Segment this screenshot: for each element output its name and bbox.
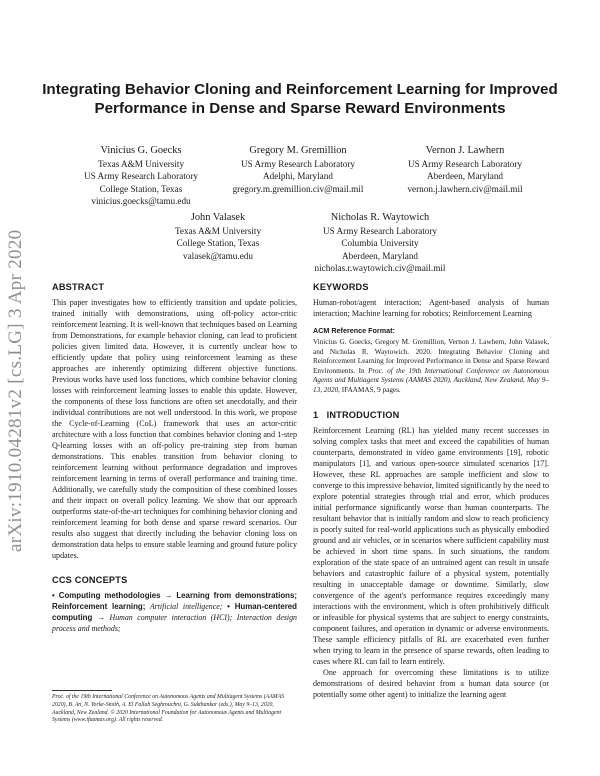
author-name: John Valasek: [190, 212, 246, 223]
author-block: [214, 144, 382, 195]
ccs-heading: CCS CONCEPTS: [52, 575, 128, 585]
ccs-subcategory: Artificial intelligence;: [145, 602, 223, 611]
author-affiliation: Columbia University: [341, 238, 419, 249]
author-affiliation: US Army Research Laboratory: [83, 171, 199, 182]
author-location: Aberdeen, Maryland: [426, 171, 504, 182]
ccs-category: • Computing methodologies → Learning from demonstrations; Reinforcement learning;: [52, 591, 297, 611]
introduction-paragraph: Reinforcement Learning (RL) has yielded many recent successes in solving complex tasks that meet and exceed the capabilities of human counterparts, demonstrated in video game environments [19], robotic manipulators [1], and various open-source simulated scenarios [17]. However, these RL approaches are sample inefficient and slow to converge to this impressive behavior, limited significantly by the need to explore potential strategies through trial and error, which produces initial performance significantly worse than human counterparts. The resultant behavior that is initially random and slow to reach proficiency is poorly suited for real-world applications such as physically embodied ground and air vehicles, or in scenarios where sufficient capability must be achieved in short time spans. In such situations, the random exploration of the state space of an untrained agent can result in unsafe behaviors and catastrophic failure of a physical system, potentially resulting in unacceptable damage or downtime. Similarly, slow convergence of the agent's performance requires exceedingly many interactions with the environment, which is often prohibitively difficult or infeasible for physical systems that are subject to energy constraints, component failures, and operation in dynamic or adverse environments. These sample efficiency pitfalls of RL are exacerbated even further when trying to learn in the presence of sparse rewards, often leading to cases where RL can fail to learn entirely.: [313, 425, 549, 666]
ccs-category: • Human-centered computing →: [52, 602, 297, 622]
left-column: [52, 282, 297, 634]
abstract-text: This paper investigates how to efficiently transition and update policies, trained initially with demonstrations, using off-policy actor-critic reinforcement learning. It is well-known that techniques based on Learning from Demonstrations, for example behavior cloning, can lead to proficient policies given limited data. However, it is currently unclear how to efficiently update that policy using reinforcement learning as these approaches are inherently optimizing different objective functions. Previous works have used loss functions, which combine behavior cloning losses with reinforcement learning losses to enable this update. However, the components of these loss functions are often set anecdotally, and their individual contributions are not well understood. In this work, we propose the Cycle-of-Learning (CoL) framework that uses an actor-critic architecture with a loss function that combines behavior cloning and 1-step Q-learning losses with an off-policy pre-training step from human demonstrations. This enables transition from behavior cloning to reinforcement learning without performance degradation and improves reinforcement learning in terms of overall performance and training time. Additionally, we carefully study the composition of these combined losses and their impact on overall policy learning. We show that our approach outperforms state-of-the-art techniques for combining behavior cloning and reinforcement learning for both dense and sparse reward scenarios. Our results also suggest that directly including the behavior cloning loss on demonstration data helps to ensure stable learning and ground future policy updates.: [52, 298, 297, 560]
ccs-subcategory: Human computer interaction (HCI); Interaction design process and methods;: [52, 613, 297, 633]
author-location: College Station, Texas: [176, 238, 260, 249]
abstract-heading: ABSTRACT: [52, 282, 105, 292]
author-email[interactable]: vernon.j.lawhern.civ@mail.mil: [407, 183, 523, 194]
author-location: College Station, Texas: [99, 183, 183, 194]
acm-reference-tail: IFAAMAS, 9 pages.: [339, 385, 401, 394]
author-email[interactable]: nicholas.r.waytowich.civ@mail.mil: [314, 262, 446, 273]
acm-reference-heading: ACM Reference Format:: [313, 326, 395, 335]
author-affiliation: Texas A&M University: [97, 159, 185, 169]
author-block: [300, 211, 460, 274]
acm-reference-venue: Proc. of the 19th International Conference on Autonomous Agents and Multiagent Systems (AAMAS 2020), Auckland, New Zealand, May 9–13, 2020,: [313, 366, 550, 394]
author-affiliation: US Army Research Laboratory: [322, 226, 438, 236]
author-email[interactable]: gregory.m.gremillion.civ@mail.mil: [232, 183, 364, 194]
right-column: [313, 282, 549, 700]
footnote: Proc. of the 19th International Conference on Autonomous Agents and Multiagent Systems (AAMAS 2020), B. An, N. Yorke-Smith, A. El Fallah Seghrouchni, G. Sukthankar (eds.), May 9–13, 2020, Auckland, New Zealand. © 2020 International Foundation for Autonomous Agents and Multiagent Systems (www.ifaamas.org). All rights reserved.: [52, 694, 285, 724]
author-affiliation: US Army Research Laboratory: [407, 159, 523, 169]
arxiv-identifier[interactable]: arXiv:1910.04281v2 [cs.LG] 3 Apr 2020: [5, 229, 26, 552]
author-email[interactable]: valasek@tamu.edu: [183, 250, 253, 261]
author-location: Aberdeen, Maryland: [341, 250, 419, 261]
keywords-heading: KEYWORDS: [313, 282, 369, 292]
footnote-divider: [52, 690, 112, 691]
author-affiliation: US Army Research Laboratory: [240, 159, 356, 169]
author-location: Adelphi, Maryland: [263, 171, 333, 182]
author-block: [385, 144, 545, 195]
acm-reference-text: [313, 338, 549, 396]
author-block: [66, 144, 216, 207]
author-name: Vinicius G. Goecks: [100, 145, 182, 156]
acm-reference-body: Vinicius G. Goecks, Gregory M. Gremillion, Vernon J. Lawhern, John Valasek, and Nicholas R. Waytowich. 2020. Integrating Behavior Cloning and Reinforcement Learning for Improved Performance in Dense and Sparse Reward Environments. In: [313, 338, 549, 375]
author-affiliation: Texas A&M University: [174, 226, 262, 236]
author-name: Vernon J. Lawhern: [425, 145, 505, 156]
author-email[interactable]: vinicius.goecks@tamu.edu: [91, 195, 191, 206]
ccs-concepts: [52, 590, 297, 634]
author-name: Gregory M. Gremillion: [249, 145, 347, 156]
introduction-paragraph: One approach for overcoming these limitations is to utilize demonstrations of desired behavior from a human data source (or potentially some other agent) to initialize the learning agent: [313, 667, 549, 699]
author-block: [158, 211, 278, 262]
author-name: Nicholas R. Waytowich: [330, 212, 430, 223]
introduction-heading: 1 INTRODUCTION: [313, 409, 400, 420]
paper-title: Integrating Behavior Cloning and Reinforcement Learning for Improved Performance in Dense and Sparse Reward Environments: [42, 81, 558, 117]
keywords-text: Human-robot/agent interaction; Agent-based analysis of human interaction; Machine learning for robotics; Reinforcement Learning: [313, 298, 549, 318]
